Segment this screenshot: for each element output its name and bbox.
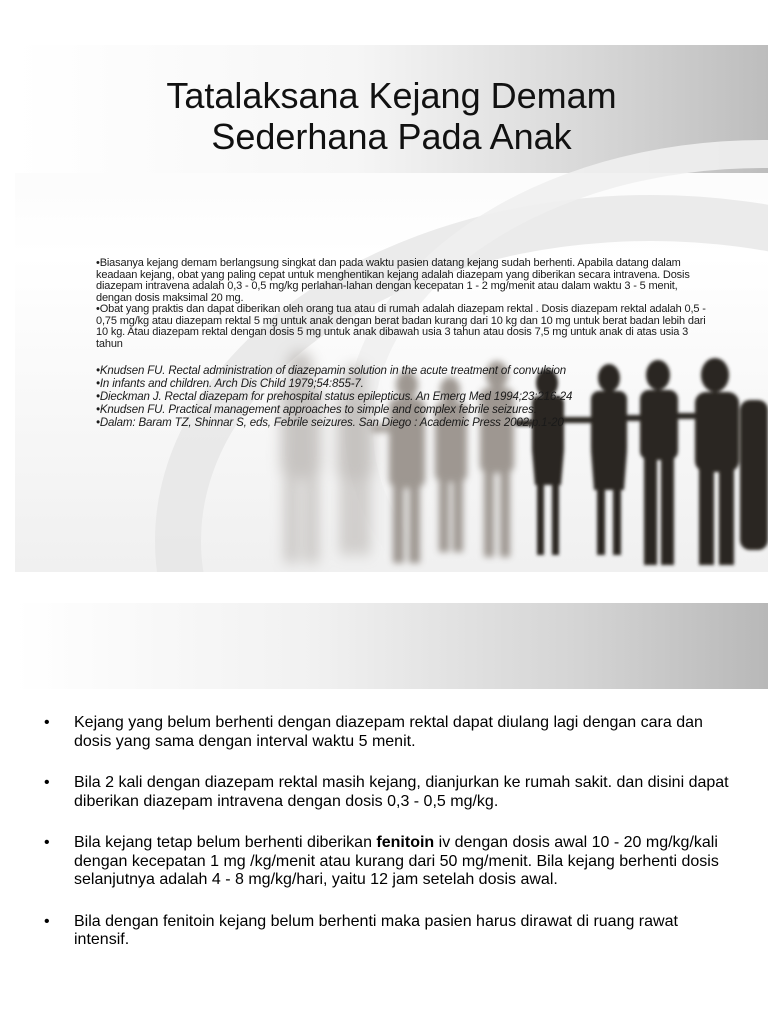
- bullet-item: [44, 913, 734, 950]
- slide-1: [15, 45, 768, 572]
- reference-item: •In infants and children. Arch Dis Child 1979;54:855-7.: [96, 378, 364, 390]
- slide-1-body: [96, 258, 706, 430]
- reference-item: •Knudsen FU. Practical management approaches to simple and complex febrile seizures.: [96, 404, 537, 416]
- reference-item: •Knudsen FU. Rectal administration of diazepamin solution in the acute treatment of convulsion: [96, 365, 566, 377]
- title-line-1: Tatalaksana Kejang Demam: [166, 75, 617, 116]
- bullet-text: Bila dengan fenitoin kejang belum berhenti maka pasien harus dirawat di ruang rawat intensif.: [74, 912, 678, 948]
- bullet-item: [44, 774, 734, 811]
- bullet-text: Bila 2 kali dengan diazepam rektal masih kejang, dianjurkan ke rumah sakit. dan disini dapat diberikan diazepam intravena dengan dosis 0,3 - 0,5 mg/kg.: [74, 774, 729, 810]
- reference-item: •Dalam: Baram TZ, Shinnar S, eds, Febrile seizures. San Diego : Academic Press 2002;p.1-20: [96, 417, 564, 429]
- bullet-text-post: iv dengan dosis awal 10 - 20 mg/kg/kali dengan kecepatan 1 mg /kg/menit atau kurang dari 50 mg/menit. Bila kejang berhenti dosis selanjutnya adalah 4 - 8 mg/kg/hari, yaitu 12 jam setelah dosis awal.: [74, 834, 719, 888]
- bullet-text-pre: Bila kejang tetap belum berhenti diberikan: [74, 834, 377, 851]
- slide-2-bullet-list: [44, 714, 734, 973]
- title-line-2: Sederhana Pada Anak: [211, 116, 572, 157]
- references: [96, 365, 706, 430]
- paragraph-diazepam-rektal: •Obat yang praktis dan dapat diberikan oleh orang tua atau di rumah adalah diazepam rektal . Dosis diazepam rektal adalah 0,5 - 0,75 mg/kg atau diazepam rektal 5 mg untuk anak dengan berat badan kurang dari 10 kg dan 10 mg untuk berat badan lebih dari 10 kg. Atau diazepam rektal dengan dosis 5 mg untuk anak dibawah usia 3 tahun atau dosis 7,5 mg untuk anak di atas usia 3 tahun: [96, 303, 706, 350]
- bullet-text: Kejang yang belum berhenti dengan diazepam rektal dapat diulang lagi dengan cara dan dosis yang sama dengan interval waktu 5 menit.: [74, 714, 703, 750]
- reference-item: •Dieckman J. Rectal diazepam for prehospital status epilepticus. An Emerg Med 1994;23:216-24: [96, 391, 573, 403]
- bullet-item: [44, 834, 734, 890]
- slide-2-header-band: [15, 603, 768, 689]
- bullet-item: [44, 714, 734, 751]
- bullet-text-bold: fenitoin: [376, 834, 435, 851]
- slide-1-title: [15, 75, 768, 157]
- paragraph-diazepam-iv: •Biasanya kejang demam berlangsung singkat dan pada waktu pasien datang kejang sudah berhenti. Apabila datang dalam keadaan kejang, obat yang paling cepat untuk menghentikan kejang adalah diazepam yang diberikan secara intravena. Dosis diazepam intravena adalah 0,3 - 0,5 mg/kg perlahan-lahan dengan kecepatan 1 - 2 mg/menit atau dalam waktu 3 - 5 menit, dengan dosis maksimal 20 mg.: [96, 257, 690, 304]
